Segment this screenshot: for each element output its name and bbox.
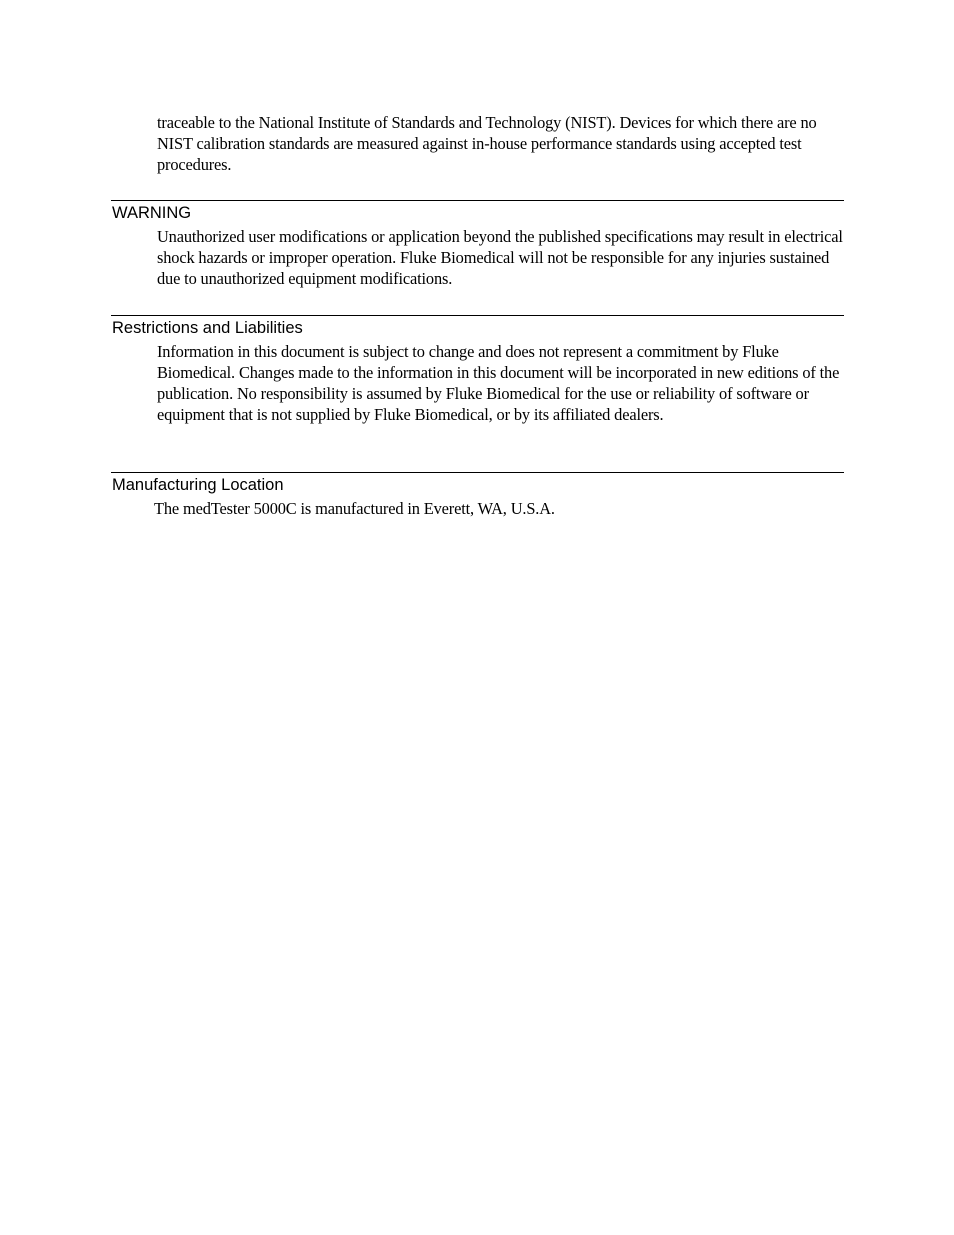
manufacturing-heading: Manufacturing Location <box>112 476 284 494</box>
manufacturing-section <box>111 472 844 519</box>
section-divider <box>111 472 844 473</box>
warning-section <box>111 200 844 289</box>
restrictions-heading: Restrictions and Liabilities <box>112 319 303 337</box>
manufacturing-body: The medTester 5000C is manufactured in Everett, WA, U.S.A. <box>154 499 555 518</box>
restrictions-section <box>111 315 844 425</box>
warning-body: Unauthorized user modifications or application beyond the published specifications may result in electrical shock hazards or improper operation. Fluke Biomedical will not be responsible for any injuries sustained due to unauthorized equipment modifications. <box>157 227 843 288</box>
section-divider <box>111 200 844 201</box>
warning-heading: WARNING <box>112 204 192 222</box>
intro-paragraph: traceable to the National Institute of Standards and Technology (NIST). Devices for which there are no NIST calibration standards are measured against in-house performance standards using accepted test procedures. <box>157 113 817 174</box>
restrictions-body: Information in this document is subject to change and does not represent a commitment by Fluke Biomedical. Changes made to the information in this document will be incorporated in new editions of the publication. No responsibility is assumed by Fluke Biomedical for the use or reliability of software or equipment that is not supplied by Fluke Biomedical, or by its affiliated dealers. <box>157 342 840 424</box>
section-divider <box>111 315 844 316</box>
